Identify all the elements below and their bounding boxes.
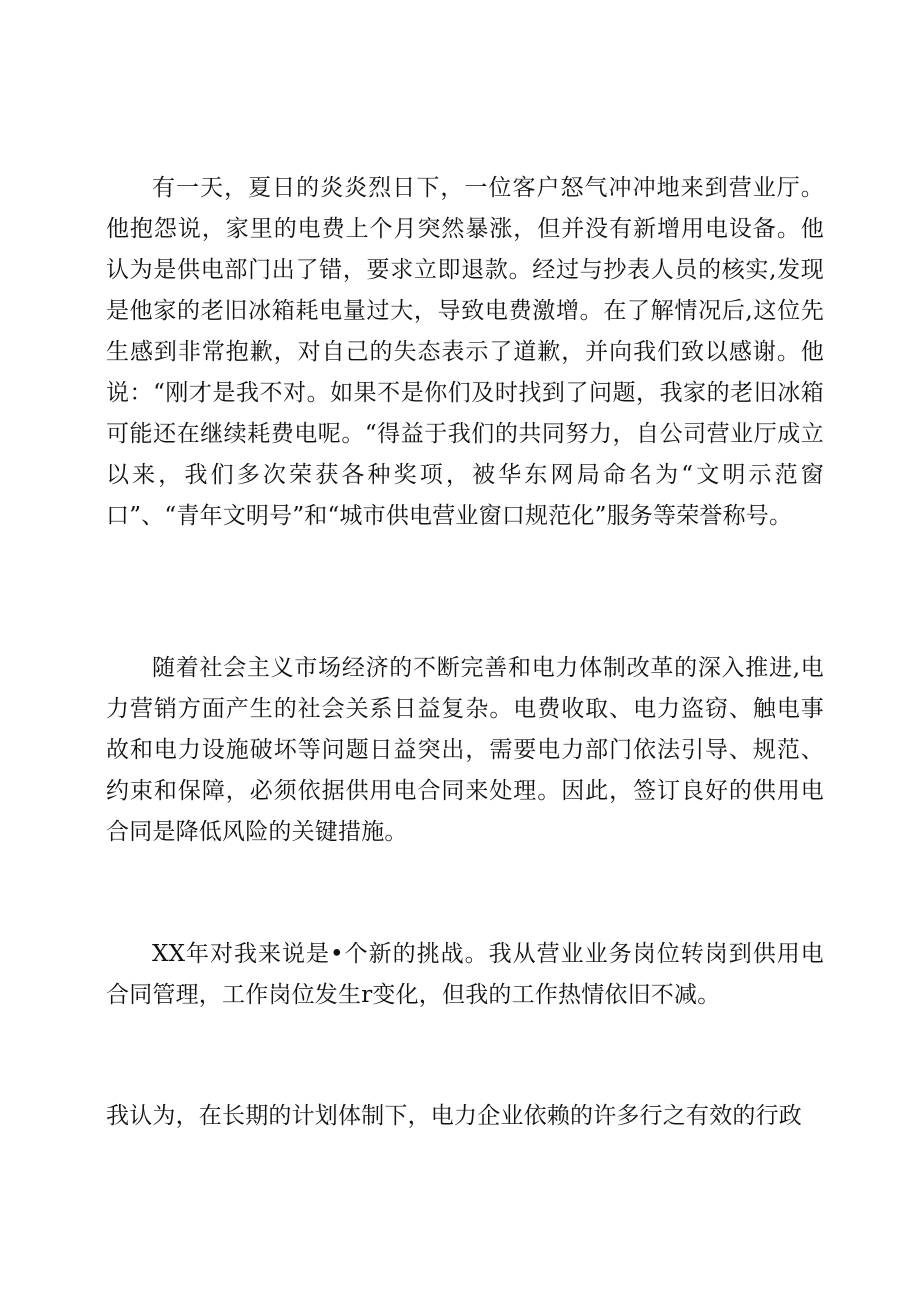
paragraph-planning-system: 我认为，在长期的计划体制下，电力企业依赖的许多行之有效的行政 <box>106 1103 802 1129</box>
paragraph-customer-story: 有一天，夏日的炎炎烈日下，一位客户怒气冲冲地来到营业厅。他抱怨说，家里的电费上个月突然暴涨，但并没有新增用电设备。他认为是供电部门出了错，要求立即退款。经过与抄表人员的核实,发现是他家的老旧冰箱耗电量过大，导致电费激增。在了解情况后,这位先生感到非常抱歉，对自己的失态表示了道歉，并向我们致以感谢。他说：“刚才是我不对。如果不是你们及时找到了问题，我家的老旧冰箱可能还在继续耗费电呢。“得益于我们的共同努力，自公司营业厅成立以来，我们多次荣获各种奖项，被华东网局命名为“文明示范窗口”、“青年文明号”和“城市供电营业窗口规范化”服务等荣誉称号。 <box>106 175 824 529</box>
paragraph-new-challenge: XX年对我来说是•个新的挑战。我从营业业务岗位转岗到供用电合同管理，工作岗位发生r变化，但我的工作热情依旧不减。 <box>106 941 824 1008</box>
paragraph-market-reform: 随着社会主义市场经济的不断完善和电力体制改革的深入推进,电力营销方面产生的社会关系日益复杂。电费收取、电力盗窃、触电事故和电力设施破坏等问题日益突出，需要电力部门依法引导、规范、约束和保障，必须依据供用电合同来处理。因此，签订良好的供用电合同是降低风险的关键措施。 <box>106 655 824 845</box>
